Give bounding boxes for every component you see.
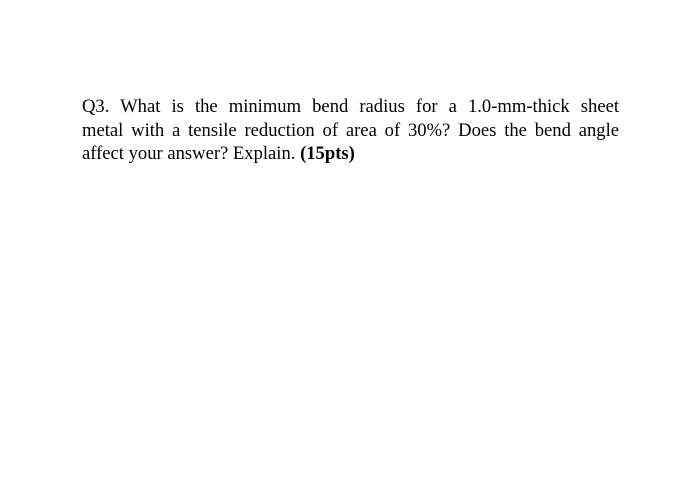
question-line-2: metal with a tensile reduction of area of 30%? Does the bend angle bbox=[82, 119, 619, 141]
question-points: (15pts) bbox=[300, 143, 355, 164]
question-line-3-text: affect your answer? Explain. bbox=[82, 143, 296, 164]
question-line-1: Q3. What is the minimum bend radius for a 1.0-mm-thick sheet bbox=[82, 96, 619, 117]
question-line-3 bbox=[82, 142, 619, 166]
question-q3 bbox=[82, 95, 619, 166]
